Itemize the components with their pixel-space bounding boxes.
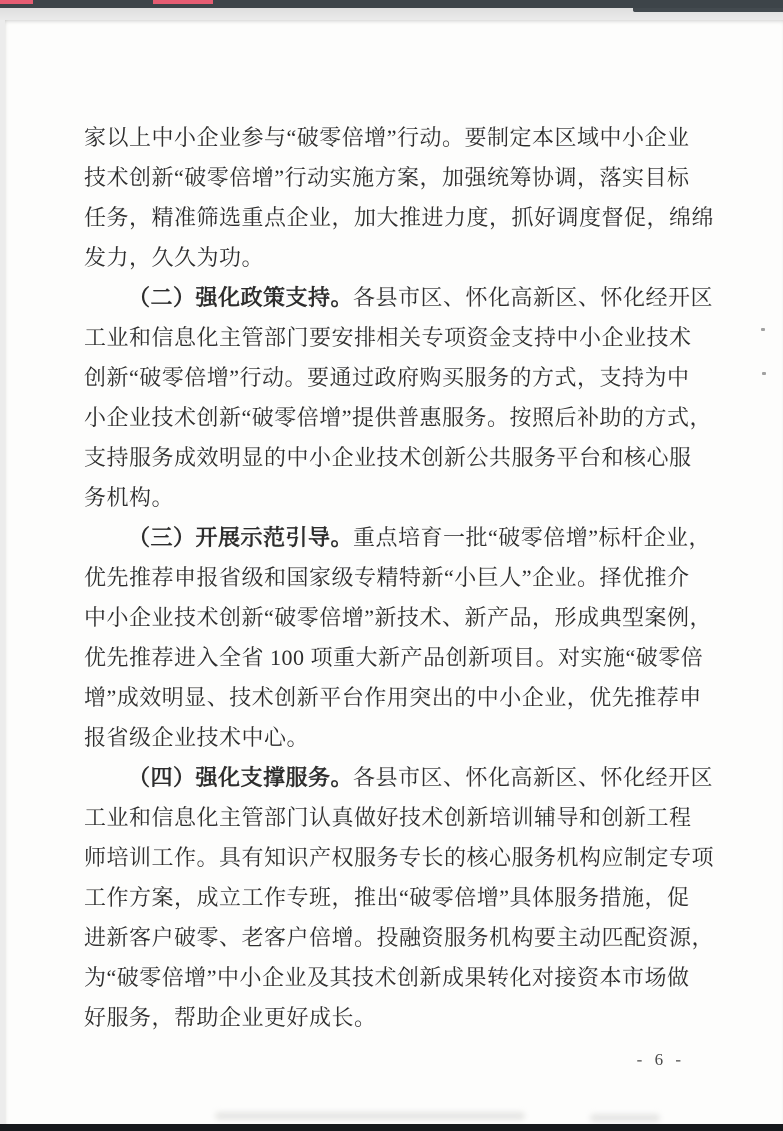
text-line: 务机构。 bbox=[84, 485, 175, 510]
text-line: 优先推荐申报省级和国家级专精特新“小巨人”企业。择优推介 bbox=[84, 565, 690, 590]
section-heading-line: （三）开展示范引导。重点培育一批“破零倍增”标杆企业， bbox=[128, 525, 712, 550]
scan-smudge bbox=[590, 1114, 660, 1122]
scan-speck bbox=[761, 328, 765, 331]
text-line: 创新“破零倍增”行动。要通过政府购买服务的方式，支持为中 bbox=[84, 365, 690, 390]
document-body bbox=[84, 118, 715, 1038]
text-line: 技术创新“破零倍增”行动实施方案，加强统筹协调，落实目标 bbox=[84, 165, 690, 190]
viewer-top-bar bbox=[0, 0, 783, 8]
scan-smudge bbox=[215, 1112, 525, 1120]
text-line: 中小企业技术创新“破零倍增”新技术、新产品，形成典型案例， bbox=[84, 605, 713, 630]
text-line: 发力，久久为功。 bbox=[84, 245, 265, 270]
text-line: 报省级企业技术中心。 bbox=[84, 725, 310, 750]
top-bar-accent-fragment-left bbox=[0, 0, 33, 4]
scan-speck bbox=[762, 372, 766, 375]
text-line: 优先推荐进入全省 100 项重大新产品创新项目。对实施“破零倍 bbox=[84, 645, 704, 670]
text-line: 任务，精准筛选重点企业，加大推进力度，抓好调度督促，绵绵 bbox=[84, 205, 715, 230]
viewer-bottom-bar bbox=[0, 1124, 783, 1131]
text-line: 进新客户破零、老客户倍增。投融资服务机构要主动匹配资源， bbox=[84, 925, 715, 950]
text-line: 工业和信息化主管部门要安排相关专项资金支持中小企业技术 bbox=[84, 325, 692, 350]
text-line: 支持服务成效明显的中小企业技术创新公共服务平台和核心服 bbox=[84, 445, 692, 470]
text-line: 家以上中小企业参与“破零倍增”行动。要制定本区域中小企业 bbox=[84, 125, 690, 150]
text-line: 增”成效明显、技术创新平台作用突出的中小企业，优先推荐申 bbox=[84, 685, 702, 710]
section-heading-line: （二）强化政策支持。各县市区、怀化高新区、怀化经开区 bbox=[128, 285, 714, 310]
text-line: 为“破零倍增”中小企业及其技术创新成果转化对接资本市场做 bbox=[84, 965, 690, 990]
text-line: 好服务，帮助企业更好成长。 bbox=[84, 1005, 377, 1030]
section-heading-line: （四）强化支撑服务。各县市区、怀化高新区、怀化经开区 bbox=[128, 765, 714, 790]
top-bar-accent-fragment-mid bbox=[153, 0, 213, 4]
text-line: 工业和信息化主管部门认真做好技术创新培训辅导和创新工程 bbox=[84, 805, 692, 830]
text-line: 工作方案，成立工作专班，推出“破零倍增”具体服务措施，促 bbox=[84, 885, 690, 910]
page-number: - 6 - bbox=[636, 1050, 685, 1069]
text-line: 师培训工作。具有知识产权服务专长的核心服务机构应制定专项 bbox=[84, 845, 715, 870]
text-line: 小企业技术创新“破零倍增”提供普惠服务。按照后补助的方式， bbox=[84, 405, 713, 430]
